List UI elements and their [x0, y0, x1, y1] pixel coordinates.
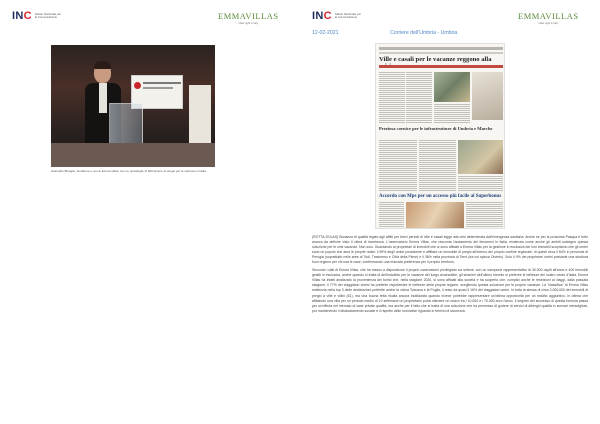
clipping-column: [419, 140, 456, 192]
emma-villas-logo-mark: EMMAVILLAS: [218, 11, 279, 21]
emma-villas-logo-subtitle-right: villas right in italy: [538, 22, 559, 25]
clipping-headline-2: Preziosa cornice per le infrastrutture di Umbria e Marche: [379, 126, 493, 131]
inc-logo: [12, 10, 63, 22]
newspaper-clipping: [375, 43, 505, 229]
clipping-subheadline-bar: [379, 65, 503, 68]
clipping-column: [466, 202, 503, 228]
clipping-header-rule-2: [379, 52, 503, 54]
clipping-column: [434, 104, 470, 124]
clipping-column: [458, 176, 503, 192]
inc-logo-subtitle: Istituto Nazionale per la Comunicazione: [34, 11, 62, 19]
speaker-photo: [51, 45, 215, 167]
article-date: 12-02-2021: [312, 30, 339, 36]
inc-logo-mark: INC: [12, 10, 32, 22]
photo-caption: Giancarlo Bisoglio, fondatore e ceo di Emma Villas, con un portafoglio di 600 dimore di pregio per le vacanze in Italia: [51, 169, 206, 173]
emma-villas-logo-right: [518, 11, 579, 25]
emma-villas-logo-subtitle: villas right in italy: [238, 22, 259, 25]
clipping-column: [379, 140, 417, 192]
emma-villas-logo-mark-right: EMMAVILLAS: [518, 11, 579, 21]
right-page: [300, 0, 600, 424]
inc-logo-mark-right: INC: [312, 10, 332, 22]
clipping-photo-3: [458, 140, 503, 174]
article-paragraph: Secondo i dati di Emma Villas, che ha messo a disposizione il proprio osservatorio privilegiato sul settore, con un campione rappresentativo di 30.000 ospiti all'anno e 400 immobili gestiti in esclusiva, anche quando si tratta di dell'indubbio per le vacanze del luogo accessibile, gli stranieri dell'ultimo biennio si preferire le bellezze del nostro verde d'Italia. Emma Villas ha infatti analizzato la provenienza dei turisti che, nella stagione 2020, si sono affidati alla società e ha scoperto che, complici anche le restrizioni ai viaggi, dalla passata stagione, il 77% dei viaggiatori cinesi ha preferito rispolverare le bellezze della propria regione, scegliendo questa soluzione per le proprie vacanze. La "classifica" di Emma Villas evidenzia nella top 3 delle destinazioni preferite anche la vicina Toscana e la Puglia, il resto da quasi il 16% dei viaggiatori umbri. In tutta la stessa di circa 2.000.000 dei immobili di pregio a ville e villini (61), ma una buona fetta risulta ancora inutilizzata quando invece potrebbe rappresentare un'ottima opportunità per un reddito aggiuntivo, in ottima che affidando una villa per un periodo medio di 10 settimane un proprietario potrà ottenere un ricavo tra i 10.000 e i 70.000 euro l'anno. Il segreto del successo di questa formula passa per un'offerta nel mercato di case private qualità, ma anche per il fatto che si tratta di una soluzione che ha permesso di godere di servizi di alberghi qualità in scenari meravigliosi, pur mantenendo il distanziamento sociale e il rispetto delle normative riguardo in termini di sicurezza.: [312, 268, 588, 313]
clipping-header-rule: [379, 47, 503, 50]
article-source: Corriere dell'Umbria - Umbria: [390, 30, 458, 36]
inc-logo-subtitle-right: Istituto Nazionale per la Comunicazione: [334, 11, 362, 19]
emma-villas-logo: [218, 11, 279, 25]
clipping-headline-3: Accordo con Mps per un accesso più facile al Superbonus: [379, 194, 502, 199]
clipping-photo-4: [406, 202, 464, 228]
photo-stage: [51, 143, 215, 167]
clipping-column: [406, 72, 432, 124]
clipping-column: [379, 72, 405, 124]
inc-logo-right: [312, 10, 363, 22]
clipping-photo-2: [472, 72, 503, 120]
clipping-headline: Ville e casali per le vacanze reggono alla: [379, 56, 492, 63]
clipping-photo-1: [434, 72, 470, 102]
article-body: [312, 235, 588, 317]
clipping-column: [379, 202, 404, 228]
article-paragraph: (ROTTA-SOLAS) Bonanza di qualità legato agli affitti per brevi periodi di ville e casali legge alla crisi determinata dall'emergenza sanitaria. Anche se per la prossima Pasqua è tutto ancora da definire visto il clima di incertezza. L'osservatorio Emma Villas, che racconta l'andamento dei fenomeni in Italia, evidenzia come anche gli ambiti sostegno questa soluzione per le crisi vacanze. Non solo. Guardando ai proprietari di immobili che si sono affidati a Emma Villas per la gestione in esclusiva dei loro immobili scopriamo che gli umbri sono un popolo che ama le proprie radici: il 59% degli umbri possidente e affittare un immobile di pregio all'interno del proprio confine regionale; di questi circa il 64% in provincia di Perugia (soprattutto nelle aree di Todi, Trasimeno e Città della Pieve) e il 36% nella provincia di Terni (tra cui spicca Orvieto). Solo il 4% dei proprietari umbri possiede una struttura fuori regione per chi usa le case, confermando una marcata preferenza per il proprio territorio.: [312, 235, 588, 265]
